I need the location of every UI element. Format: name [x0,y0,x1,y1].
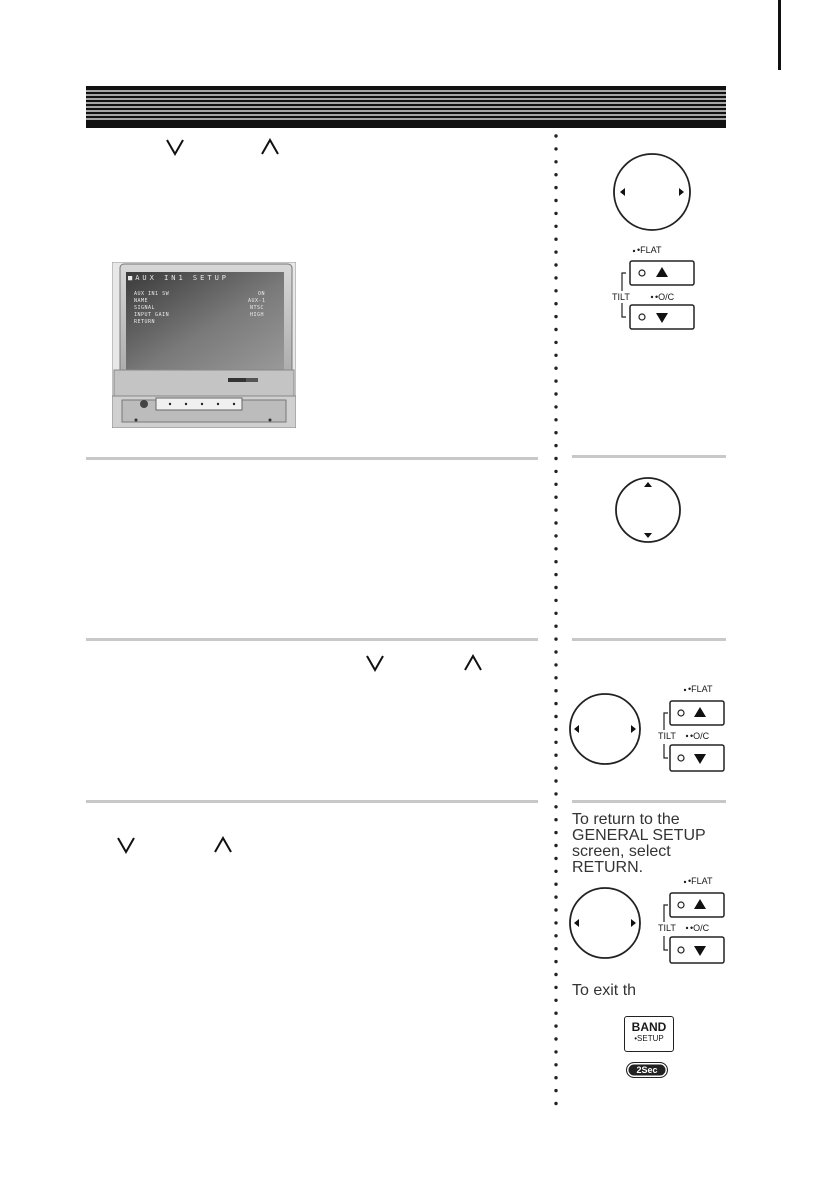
return-note-line: To return to the [572,811,680,828]
tilt-button-group [612,245,702,335]
section-separator [86,457,538,460]
control-dial-left-right[interactable] [568,692,642,766]
oc-label: •O/C [690,923,710,933]
flat-label: •FLAT [688,684,713,694]
chevron-up-icon [213,836,233,854]
page-edge-line [778,0,781,70]
chevron-up-icon [463,654,483,672]
screen-title: ■AUX IN1 SETUP [128,274,230,282]
section-separator [86,638,538,641]
screen-row-label: SIGNAL [134,305,156,311]
chevron-down-icon [365,654,385,672]
tilt-button-group [656,876,730,968]
side-separator [572,800,726,803]
screen-row-value: NTSC [250,305,265,311]
setup-label: •SETUP [634,1034,664,1043]
return-note-line: screen, select [572,843,671,860]
control-dial-up-down[interactable] [610,476,686,544]
screen-row-label: NAME [134,298,149,304]
oc-label: •O/C [655,292,675,302]
dotted-divider [552,132,560,1107]
screen-row-label: AUX IN1 SW [134,291,170,297]
screen-row-label: INPUT GAIN [134,312,170,318]
exit-note: To exit th [572,982,637,999]
tilt-label: TILT [658,731,676,741]
two-second-badge: 2Sec [626,1062,668,1078]
chevron-down-icon [116,836,136,854]
side-separator [572,455,726,458]
return-note [572,812,706,876]
screen-row-value: AUX-1 [248,298,266,304]
chevron-down-icon [165,138,185,156]
screen-row-value: ON [258,291,266,297]
control-dial-left-right[interactable] [568,886,642,960]
control-dial-left-right[interactable] [612,152,692,232]
chevron-up-icon [260,138,280,156]
header-bar [86,86,726,128]
return-note-line: GENERAL SETUP [572,827,706,844]
band-label: BAND [631,1020,667,1034]
return-note-line: RETURN. [572,859,644,876]
monitor-illustration [112,262,296,428]
tilt-label: TILT [612,292,630,302]
screen-row-value: HIGH [250,312,265,318]
tilt-label: TILT [658,923,676,933]
flat-label: •FLAT [637,245,662,255]
tilt-button-group [656,684,730,776]
section-separator [86,800,538,803]
screen-row-label: RETURN [134,319,156,325]
flat-label: •FLAT [688,876,713,886]
side-separator [572,638,726,641]
band-setup-button[interactable] [624,1016,674,1052]
oc-label: •O/C [690,731,710,741]
